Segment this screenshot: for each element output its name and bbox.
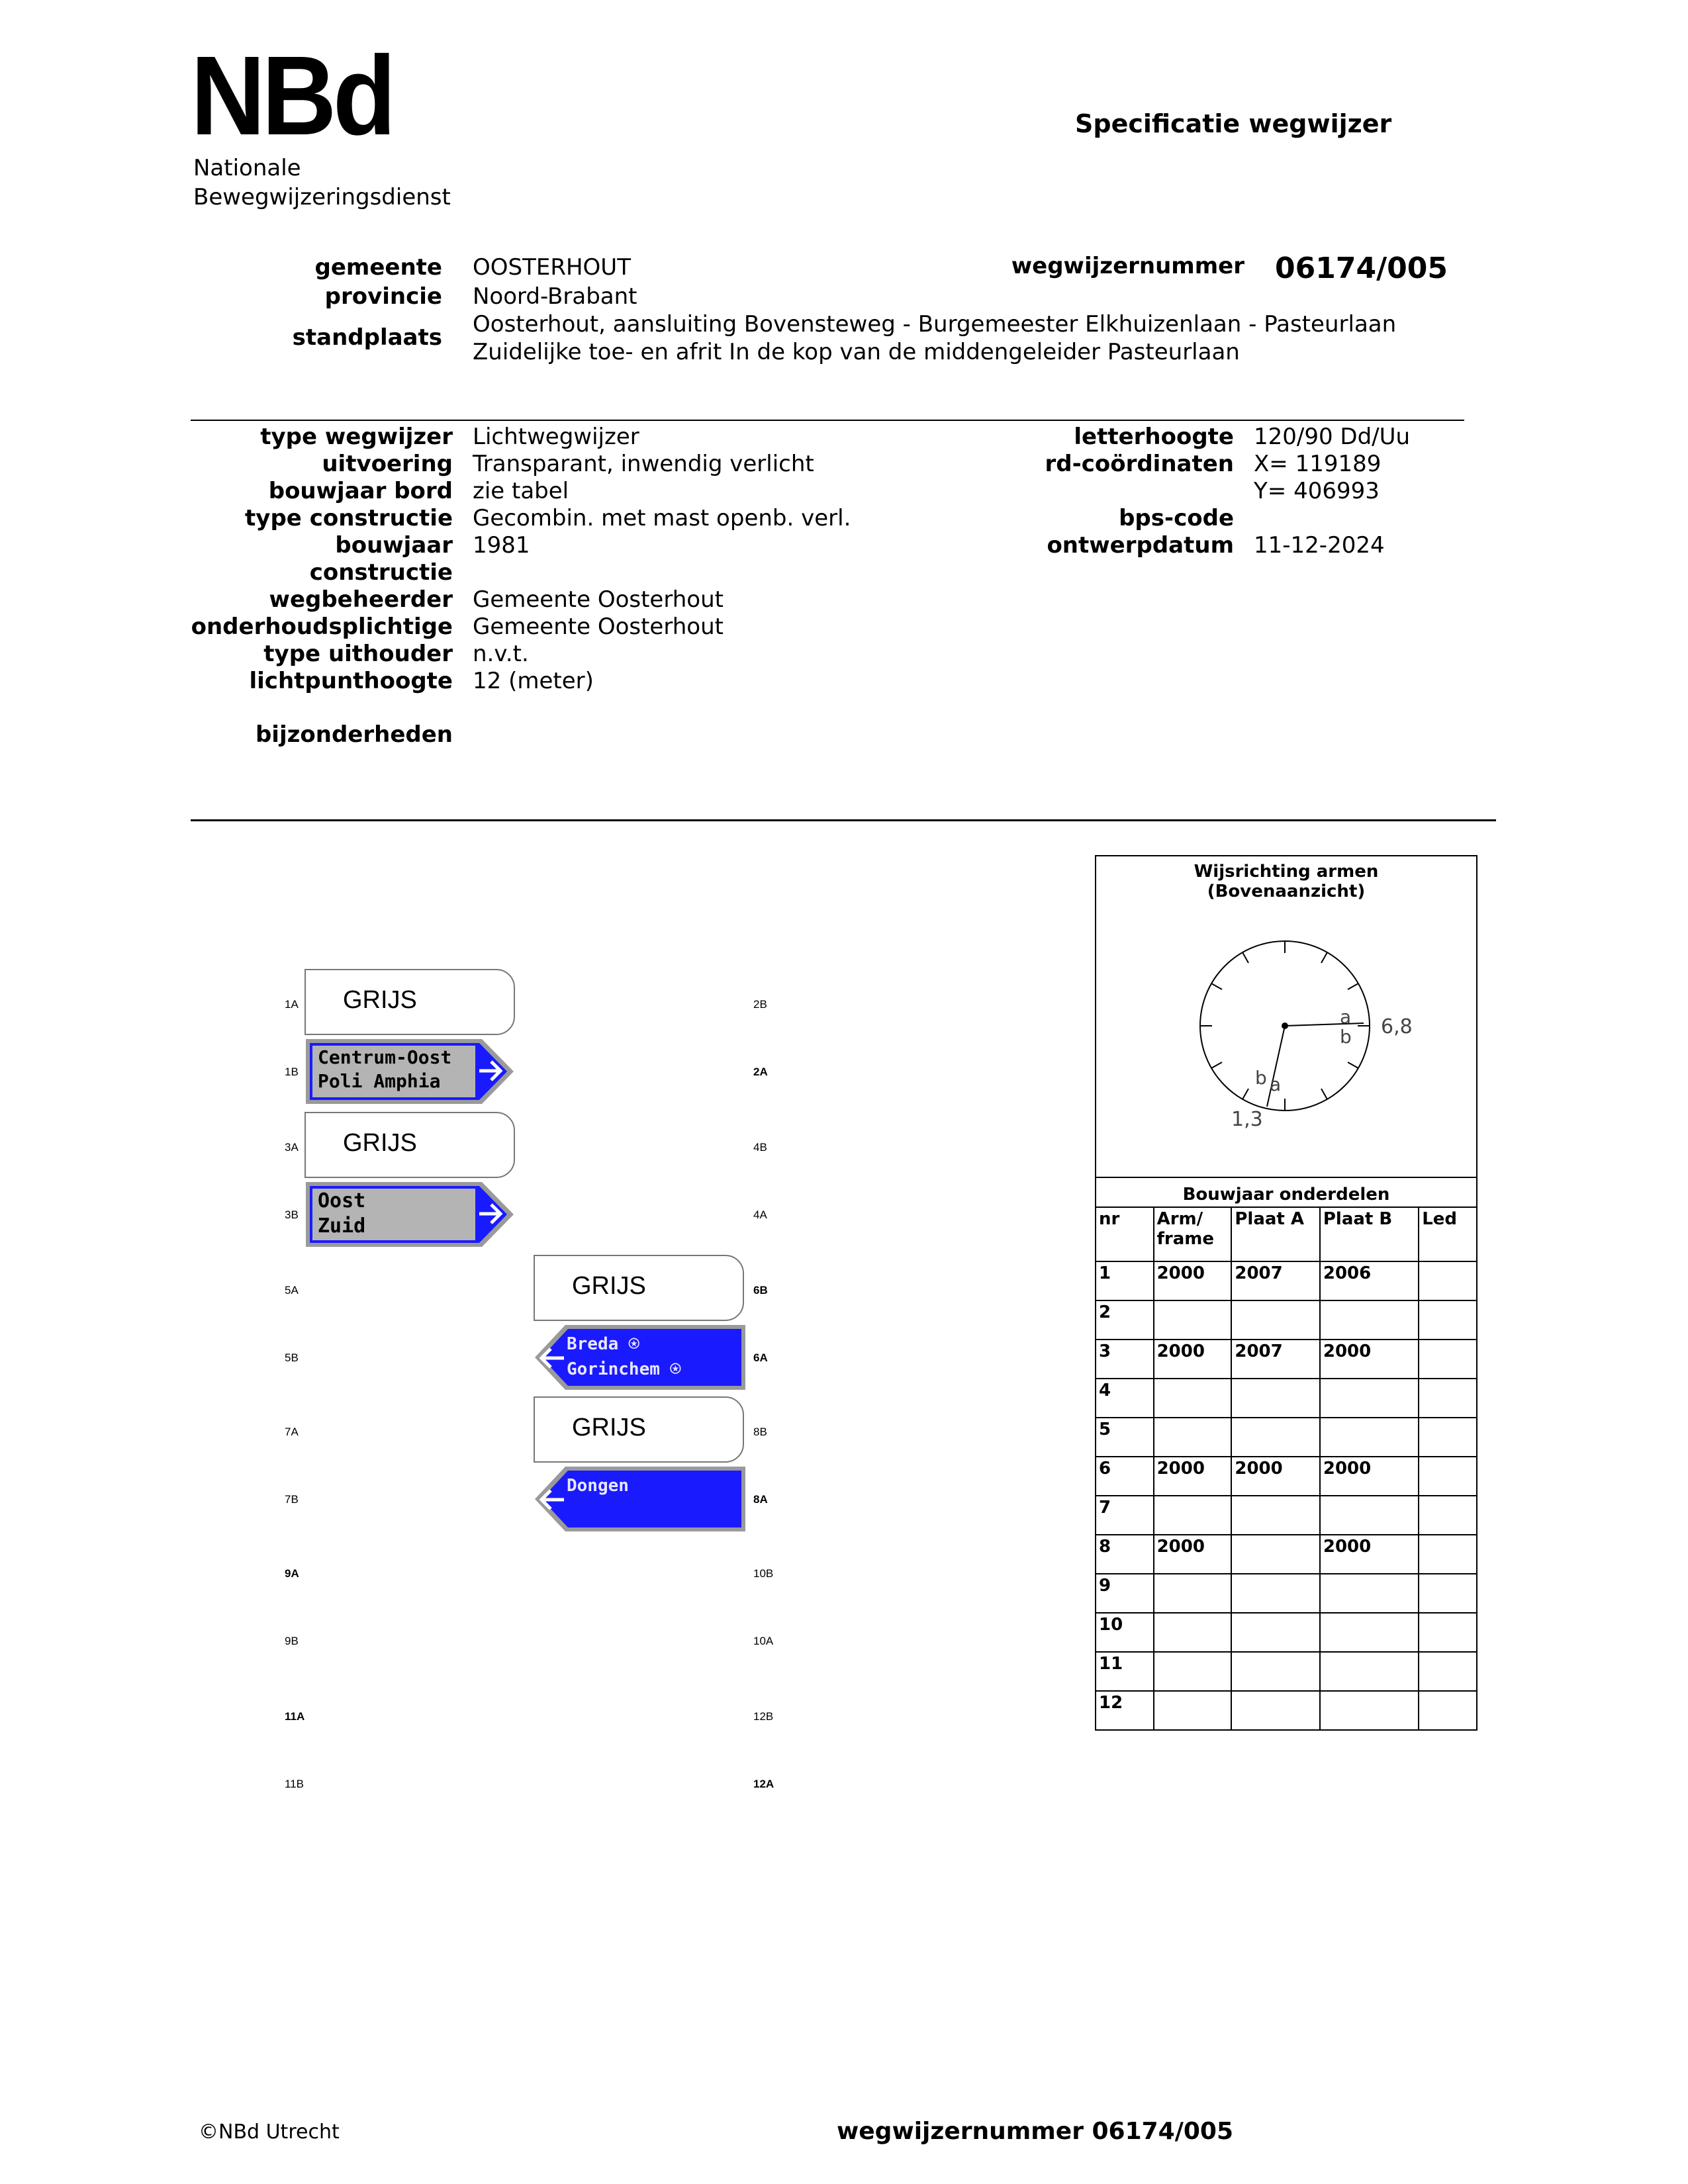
- table-cell: 1: [1096, 1261, 1154, 1300]
- table-cell: 2000: [1154, 1261, 1232, 1300]
- table-header-cell: Plaat A: [1231, 1207, 1320, 1261]
- table-row: [1096, 1613, 1477, 1652]
- table-cell: 2000: [1154, 1340, 1232, 1379]
- compass-title-line: (Bovenaanzicht): [1207, 882, 1366, 901]
- table-cell: [1320, 1652, 1419, 1691]
- sign-id: 4B: [753, 1141, 767, 1154]
- table-cell: [1154, 1379, 1232, 1418]
- table-cell: [1320, 1496, 1419, 1535]
- arrow-left-icon: [536, 1340, 565, 1377]
- plate-text: GRIJS: [343, 1129, 417, 1157]
- spec-value: Lichtwegwijzer: [473, 424, 639, 450]
- spec-value: n.v.t.: [473, 641, 529, 667]
- spec-label: onderhoudsplichtige: [191, 614, 453, 640]
- spec-label: lichtpunthoogte: [249, 668, 453, 694]
- plate-6a-text: [567, 1332, 680, 1382]
- table-cell: [1419, 1691, 1477, 1730]
- table-cell: 2000: [1154, 1535, 1232, 1574]
- table-cell: [1154, 1652, 1232, 1691]
- table-cell: [1231, 1300, 1320, 1340]
- compass-title-line: Wijsrichting armen: [1194, 862, 1379, 882]
- table-cell: [1320, 1300, 1419, 1340]
- sign-id: 1A: [285, 998, 299, 1011]
- table-cell: 12: [1096, 1691, 1154, 1730]
- table-cell: [1320, 1418, 1419, 1457]
- table-row: [1096, 1261, 1477, 1300]
- sign-id: 2A: [753, 1066, 768, 1078]
- spec-value: zie tabel: [473, 478, 569, 504]
- spec-label: ontwerpdatum: [1047, 532, 1234, 559]
- spec-label: type constructie: [245, 505, 453, 531]
- sign-id: 12B: [753, 1710, 774, 1723]
- table-cell: 2000: [1320, 1340, 1419, 1379]
- spec-value: 11-12-2024: [1254, 532, 1385, 559]
- sign-plate-6b: [534, 1255, 744, 1321]
- table-cell: [1419, 1496, 1477, 1535]
- table-cell: [1419, 1457, 1477, 1496]
- table-cell: [1154, 1300, 1232, 1340]
- compass-value-1: 6,8: [1381, 1015, 1413, 1038]
- table-cell: 2007: [1231, 1340, 1320, 1379]
- plate-line: Zuid: [318, 1214, 366, 1238]
- table-row: [1096, 1652, 1477, 1691]
- plate-text: GRIJS: [343, 986, 417, 1014]
- spec-value: X= 119189: [1254, 451, 1382, 477]
- spec-value: Gemeente Oosterhout: [473, 614, 724, 640]
- provincie-value: Noord-Brabant: [473, 283, 637, 310]
- spec-label: rd-coördinaten: [1045, 451, 1234, 477]
- table-header-cell: Led: [1419, 1207, 1477, 1261]
- table-row: [1096, 1418, 1477, 1457]
- table-cell: [1154, 1691, 1232, 1730]
- compass-box: [1095, 855, 1477, 1178]
- bouwjaar-title: Bouwjaar onderdelen: [1095, 1177, 1477, 1206]
- table-cell: 10: [1096, 1613, 1154, 1652]
- table-cell: [1320, 1574, 1419, 1613]
- footer-copyright: ©NBd Utrecht: [199, 2120, 340, 2144]
- table-cell: [1231, 1613, 1320, 1652]
- table-cell: [1231, 1652, 1320, 1691]
- sign-plate-3a: [305, 1112, 515, 1178]
- table-row: [1096, 1691, 1477, 1730]
- table-header-cell: nr: [1096, 1207, 1154, 1261]
- spec-value: Gemeente Oosterhout: [473, 586, 724, 613]
- gemeente-value: OOSTERHOUT: [473, 254, 631, 281]
- table-cell: [1419, 1340, 1477, 1379]
- wegwijzernummer-value: 06174/005: [1275, 251, 1448, 285]
- spec-label: letterhoogte: [1074, 424, 1234, 450]
- table-cell: [1154, 1496, 1232, 1535]
- compass-dial-icon: [1096, 856, 1476, 1177]
- spec-value: Gecombin. met mast openb. verl.: [473, 505, 851, 531]
- plate-line: Oost: [318, 1189, 366, 1212]
- sign-id: 4A: [753, 1208, 767, 1221]
- table-cell: [1419, 1418, 1477, 1457]
- spec-value: 120/90 Dd/Uu: [1254, 424, 1411, 450]
- table-cell: [1231, 1574, 1320, 1613]
- document-title: Specificatie wegwijzer: [1075, 109, 1392, 138]
- plate-1b-text: [318, 1046, 451, 1093]
- standplaats-label: standplaats: [292, 324, 442, 351]
- table-cell: 2000: [1320, 1535, 1419, 1574]
- table-cell: [1231, 1379, 1320, 1418]
- sign-id: 6A: [753, 1351, 768, 1364]
- bijzonderheden-label: bijzonderheden: [255, 721, 453, 748]
- table-title-row: [1096, 1178, 1477, 1207]
- standplaats-line-1: Oosterhout, aansluiting Bovensteweg - Burgemeester Elkhuizenlaan - Pasteurlaan: [473, 311, 1397, 338]
- standplaats-line-2: Zuidelijke toe- en afrit In de kop van de middengeleider Pasteurlaan: [473, 339, 1240, 365]
- spec-label: uitvoering: [322, 451, 453, 477]
- plate-3b-text: [318, 1189, 365, 1239]
- compass-label-a: a: [1270, 1073, 1282, 1095]
- nbd-logo: NBd: [191, 33, 393, 159]
- table-cell: [1154, 1418, 1232, 1457]
- table-cell: 8: [1096, 1535, 1154, 1574]
- spec-label: bps-code: [1119, 505, 1234, 531]
- table-cell: [1419, 1300, 1477, 1340]
- table-cell: 2000: [1320, 1457, 1419, 1496]
- table-cell: 7: [1096, 1496, 1154, 1535]
- table-cell: 3: [1096, 1340, 1154, 1379]
- arrow-right-icon: [478, 1195, 504, 1232]
- sign-id: 12A: [753, 1778, 774, 1790]
- sign-plate-6a: [534, 1324, 747, 1391]
- sign-id: 1B: [285, 1066, 299, 1078]
- table-row: [1096, 1574, 1477, 1613]
- table-cell: [1231, 1691, 1320, 1730]
- wegwijzernummer-label: wegwijzernummer: [1011, 253, 1244, 279]
- table-cell: [1419, 1261, 1477, 1300]
- arrow-left-icon: [536, 1481, 565, 1518]
- table-cell: [1231, 1418, 1320, 1457]
- spec-value: 12 (meter): [473, 668, 594, 694]
- table-row: [1096, 1300, 1477, 1340]
- spec-label: type wegwijzer: [260, 424, 453, 450]
- plate-line: Poli Amphia: [318, 1070, 441, 1092]
- sign-plate-1a: [305, 969, 515, 1035]
- table-cell: [1419, 1574, 1477, 1613]
- spec-label: wegbeheerder: [269, 586, 453, 613]
- sign-id: 5B: [285, 1351, 299, 1364]
- table-cell: 9: [1096, 1574, 1154, 1613]
- sign-id: 8A: [753, 1493, 768, 1506]
- sign-id: 11A: [285, 1710, 305, 1723]
- table-cell: [1419, 1379, 1477, 1418]
- compass-label-b: b: [1255, 1067, 1267, 1089]
- table-cell: 2006: [1320, 1261, 1419, 1300]
- sign-id: 3A: [285, 1141, 299, 1154]
- divider-top: [191, 420, 1464, 421]
- sign-id: 8B: [753, 1426, 767, 1438]
- table-cell: 6: [1096, 1457, 1154, 1496]
- table-row: [1096, 1340, 1477, 1379]
- spec-label: bouwjaar bord: [268, 478, 453, 504]
- table-row: [1096, 1379, 1477, 1418]
- sign-plate-8a: [534, 1465, 747, 1533]
- table-row: [1096, 1457, 1477, 1496]
- divider-bottom: [191, 819, 1496, 821]
- plate-text: GRIJS: [572, 1272, 646, 1300]
- table-cell: [1419, 1652, 1477, 1691]
- sign-id: 7B: [285, 1493, 299, 1506]
- sign-id: 10A: [753, 1635, 774, 1647]
- table-header-cell: Plaat B: [1320, 1207, 1419, 1261]
- table-cell: [1320, 1613, 1419, 1652]
- spec-value: Y= 406993: [1254, 478, 1380, 504]
- provincie-label: provincie: [324, 283, 442, 310]
- table-header-row: [1096, 1207, 1477, 1261]
- spec-label: type uithouder: [263, 641, 453, 667]
- spec-label: constructie: [309, 559, 453, 586]
- spec-value: 1981: [473, 532, 530, 559]
- sign-id: 11B: [285, 1778, 304, 1790]
- table-cell: 2000: [1154, 1457, 1232, 1496]
- logo-line-2: Bewegwijzeringsdienst: [193, 184, 451, 210]
- table-cell: [1419, 1535, 1477, 1574]
- table-cell: [1419, 1613, 1477, 1652]
- sign-plate-3b: [305, 1181, 516, 1248]
- table-cell: [1231, 1496, 1320, 1535]
- compass-label-a: a: [1340, 1006, 1352, 1028]
- logo-line-1: Nationale: [193, 155, 301, 181]
- spec-label: bouwjaar: [335, 532, 453, 559]
- table-cell: 2000: [1231, 1457, 1320, 1496]
- plate-line: Breda ⍟: [567, 1334, 639, 1354]
- footer-number: wegwijzernummer 06174/005: [837, 2118, 1234, 2145]
- plate-8a-text: Dongen: [567, 1476, 629, 1496]
- spec-value: Transparant, inwendig verlicht: [473, 451, 814, 477]
- sign-id: 10B: [753, 1567, 774, 1580]
- table-cell: 5: [1096, 1418, 1154, 1457]
- table-cell: 4: [1096, 1379, 1154, 1418]
- sign-id: 6B: [753, 1284, 768, 1297]
- bouwjaar-table: [1095, 1178, 1477, 1731]
- sign-id: 9A: [285, 1567, 299, 1580]
- table-cell: [1154, 1613, 1232, 1652]
- table-title-cell: [1096, 1178, 1477, 1207]
- plate-8a-shape: [534, 1465, 747, 1533]
- table-cell: [1231, 1535, 1320, 1574]
- sign-id: 2B: [753, 998, 767, 1011]
- table-cell: 2: [1096, 1300, 1154, 1340]
- sign-id: 7A: [285, 1426, 299, 1438]
- table-header-cell: Arm/ frame: [1154, 1207, 1232, 1261]
- sign-id: 5A: [285, 1284, 299, 1297]
- table-cell: 2007: [1231, 1261, 1320, 1300]
- compass-label-b: b: [1340, 1026, 1352, 1048]
- sign-plate-8b: [534, 1396, 744, 1463]
- table-cell: [1320, 1691, 1419, 1730]
- table-cell: 11: [1096, 1652, 1154, 1691]
- sign-plate-1b: [305, 1038, 516, 1105]
- table-row: [1096, 1535, 1477, 1574]
- plate-text: GRIJS: [572, 1414, 646, 1441]
- sign-id: 9B: [285, 1635, 299, 1647]
- plate-line: Gorinchem ⍟: [567, 1359, 681, 1379]
- compass-value-2: 1,3: [1231, 1108, 1263, 1131]
- sign-id: 3B: [285, 1208, 299, 1221]
- table-row: [1096, 1496, 1477, 1535]
- table-cell: [1154, 1574, 1232, 1613]
- plate-line: Centrum-Oost: [318, 1046, 452, 1068]
- arrow-right-icon: [478, 1052, 504, 1089]
- table-cell: [1320, 1379, 1419, 1418]
- gemeente-label: gemeente: [314, 254, 442, 281]
